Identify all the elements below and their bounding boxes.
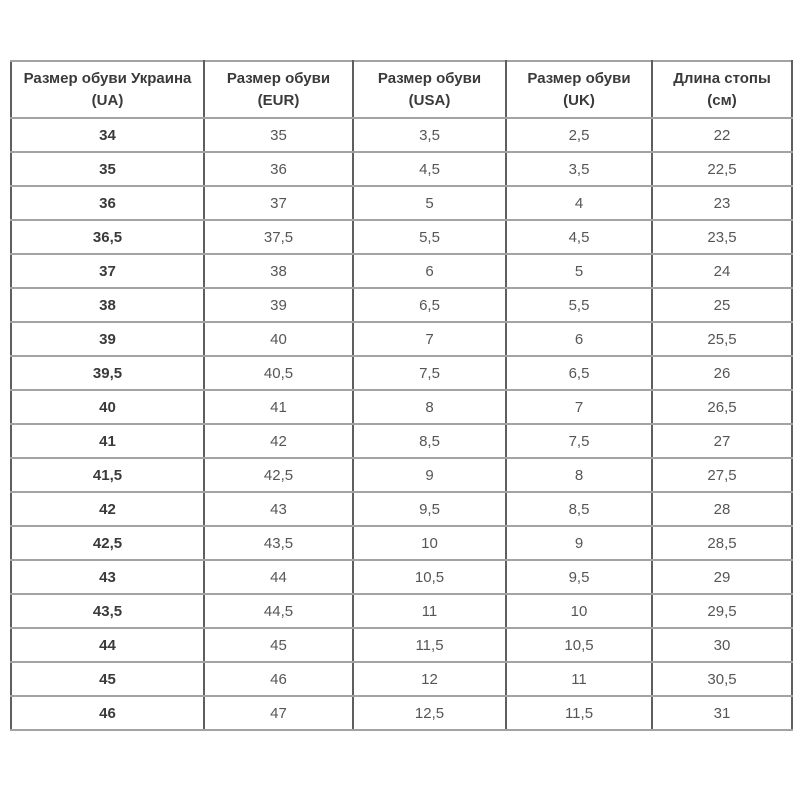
shoe-size-conversion-table bbox=[10, 60, 793, 731]
table-cell-ua: 40 bbox=[11, 390, 204, 424]
column-header-eur bbox=[204, 61, 353, 118]
header-line: Размер обуви bbox=[527, 69, 631, 87]
column-header-usa bbox=[353, 61, 506, 118]
table-cell-cm: 30,5 bbox=[652, 662, 792, 696]
table-cell-uk: 8,5 bbox=[506, 492, 652, 526]
table-row bbox=[11, 152, 792, 186]
header-line: Размер обуви bbox=[226, 69, 331, 87]
table-cell-uk: 5 bbox=[506, 254, 652, 288]
table-cell-cm: 27,5 bbox=[652, 458, 792, 492]
table-cell-usa: 7 bbox=[353, 322, 506, 356]
table-cell-uk: 2,5 bbox=[506, 118, 652, 152]
table-cell-cm: 24 bbox=[652, 254, 792, 288]
table-cell-ua: 36 bbox=[11, 186, 204, 220]
table-cell-eur: 43 bbox=[204, 492, 353, 526]
table-cell-ua: 41 bbox=[11, 424, 204, 458]
table-cell-uk: 5,5 bbox=[506, 288, 652, 322]
table-header bbox=[11, 61, 792, 118]
header-row bbox=[11, 61, 792, 118]
table-cell-cm: 28 bbox=[652, 492, 792, 526]
table-cell-uk: 6 bbox=[506, 322, 652, 356]
table-cell-eur: 37,5 bbox=[204, 220, 353, 254]
table-row bbox=[11, 458, 792, 492]
table-cell-eur: 47 bbox=[204, 696, 353, 730]
table-cell-uk: 11 bbox=[506, 662, 652, 696]
table-cell-eur: 40,5 bbox=[204, 356, 353, 390]
table-cell-ua: 36,5 bbox=[11, 220, 204, 254]
table-row bbox=[11, 526, 792, 560]
table-cell-cm: 31 bbox=[652, 696, 792, 730]
table-cell-eur: 38 bbox=[204, 254, 353, 288]
table-body bbox=[11, 118, 792, 730]
table-row bbox=[11, 492, 792, 526]
table-cell-eur: 42,5 bbox=[204, 458, 353, 492]
table-cell-uk: 9 bbox=[506, 526, 652, 560]
table-cell-eur: 36 bbox=[204, 152, 353, 186]
table-cell-uk: 9,5 bbox=[506, 560, 652, 594]
table-cell-cm: 27 bbox=[652, 424, 792, 458]
table-row bbox=[11, 424, 792, 458]
header-line: (UA) bbox=[91, 91, 124, 109]
table-cell-ua: 37 bbox=[11, 254, 204, 288]
table-cell-uk: 4 bbox=[506, 186, 652, 220]
table-cell-eur: 45 bbox=[204, 628, 353, 662]
table-cell-eur: 37 bbox=[204, 186, 353, 220]
column-header-cm bbox=[652, 61, 792, 118]
table-cell-ua: 38 bbox=[11, 288, 204, 322]
table-cell-uk: 8 bbox=[506, 458, 652, 492]
table-row bbox=[11, 254, 792, 288]
table-cell-eur: 35 bbox=[204, 118, 353, 152]
table-cell-usa: 10,5 bbox=[353, 560, 506, 594]
table-row bbox=[11, 390, 792, 424]
header-line: (UK) bbox=[563, 91, 595, 109]
table-row bbox=[11, 696, 792, 730]
table-cell-usa: 4,5 bbox=[353, 152, 506, 186]
table-cell-ua: 34 bbox=[11, 118, 204, 152]
table-cell-usa: 8,5 bbox=[353, 424, 506, 458]
table-cell-ua: 46 bbox=[11, 696, 204, 730]
table-row bbox=[11, 628, 792, 662]
table-cell-usa: 3,5 bbox=[353, 118, 506, 152]
table-cell-usa: 9,5 bbox=[353, 492, 506, 526]
table-row bbox=[11, 356, 792, 390]
table-cell-cm: 23 bbox=[652, 186, 792, 220]
column-header-uk bbox=[506, 61, 652, 118]
header-line: (USA) bbox=[408, 91, 451, 109]
table-cell-cm: 28,5 bbox=[652, 526, 792, 560]
table-cell-cm: 22,5 bbox=[652, 152, 792, 186]
table-cell-eur: 41 bbox=[204, 390, 353, 424]
header-line: (см) bbox=[707, 91, 737, 109]
table-row bbox=[11, 322, 792, 356]
header-line: Длина стопы bbox=[673, 69, 771, 87]
table-cell-cm: 29 bbox=[652, 560, 792, 594]
table-cell-ua: 43 bbox=[11, 560, 204, 594]
header-line: Размер обуви bbox=[377, 69, 482, 87]
table-cell-eur: 44 bbox=[204, 560, 353, 594]
table-cell-ua: 43,5 bbox=[11, 594, 204, 628]
table-cell-eur: 46 bbox=[204, 662, 353, 696]
header-line: Размер обуви Украина bbox=[23, 69, 192, 87]
table-cell-uk: 4,5 bbox=[506, 220, 652, 254]
table-cell-cm: 29,5 bbox=[652, 594, 792, 628]
table-cell-ua: 42 bbox=[11, 492, 204, 526]
table-cell-cm: 22 bbox=[652, 118, 792, 152]
table-cell-usa: 5,5 bbox=[353, 220, 506, 254]
table-cell-usa: 11 bbox=[353, 594, 506, 628]
table-row bbox=[11, 662, 792, 696]
table-cell-usa: 6,5 bbox=[353, 288, 506, 322]
table-row bbox=[11, 288, 792, 322]
table-cell-usa: 9 bbox=[353, 458, 506, 492]
table-cell-ua: 42,5 bbox=[11, 526, 204, 560]
table-row bbox=[11, 560, 792, 594]
table-cell-eur: 44,5 bbox=[204, 594, 353, 628]
table-cell-ua: 39,5 bbox=[11, 356, 204, 390]
table-cell-cm: 30 bbox=[652, 628, 792, 662]
table-cell-ua: 44 bbox=[11, 628, 204, 662]
table-row bbox=[11, 220, 792, 254]
table-cell-ua: 39 bbox=[11, 322, 204, 356]
table-cell-usa: 5 bbox=[353, 186, 506, 220]
table-row bbox=[11, 118, 792, 152]
table-cell-usa: 11,5 bbox=[353, 628, 506, 662]
table-cell-eur: 43,5 bbox=[204, 526, 353, 560]
table-cell-eur: 40 bbox=[204, 322, 353, 356]
table-cell-ua: 41,5 bbox=[11, 458, 204, 492]
table-row bbox=[11, 186, 792, 220]
table-cell-ua: 35 bbox=[11, 152, 204, 186]
table-cell-usa: 7,5 bbox=[353, 356, 506, 390]
header-line: (EUR) bbox=[257, 91, 300, 109]
table-cell-uk: 3,5 bbox=[506, 152, 652, 186]
table-cell-usa: 12,5 bbox=[353, 696, 506, 730]
table-cell-uk: 10 bbox=[506, 594, 652, 628]
table-cell-cm: 23,5 bbox=[652, 220, 792, 254]
table-cell-cm: 26 bbox=[652, 356, 792, 390]
table-cell-uk: 6,5 bbox=[506, 356, 652, 390]
table-cell-usa: 6 bbox=[353, 254, 506, 288]
table-cell-ua: 45 bbox=[11, 662, 204, 696]
table-cell-cm: 26,5 bbox=[652, 390, 792, 424]
table-cell-usa: 12 bbox=[353, 662, 506, 696]
table-cell-eur: 39 bbox=[204, 288, 353, 322]
table-cell-eur: 42 bbox=[204, 424, 353, 458]
table-cell-uk: 7 bbox=[506, 390, 652, 424]
table-row bbox=[11, 594, 792, 628]
table-cell-uk: 11,5 bbox=[506, 696, 652, 730]
table-cell-cm: 25 bbox=[652, 288, 792, 322]
table-cell-usa: 8 bbox=[353, 390, 506, 424]
table-cell-usa: 10 bbox=[353, 526, 506, 560]
table-cell-cm: 25,5 bbox=[652, 322, 792, 356]
table-cell-uk: 7,5 bbox=[506, 424, 652, 458]
table-cell-uk: 10,5 bbox=[506, 628, 652, 662]
column-header-ua bbox=[11, 61, 204, 118]
